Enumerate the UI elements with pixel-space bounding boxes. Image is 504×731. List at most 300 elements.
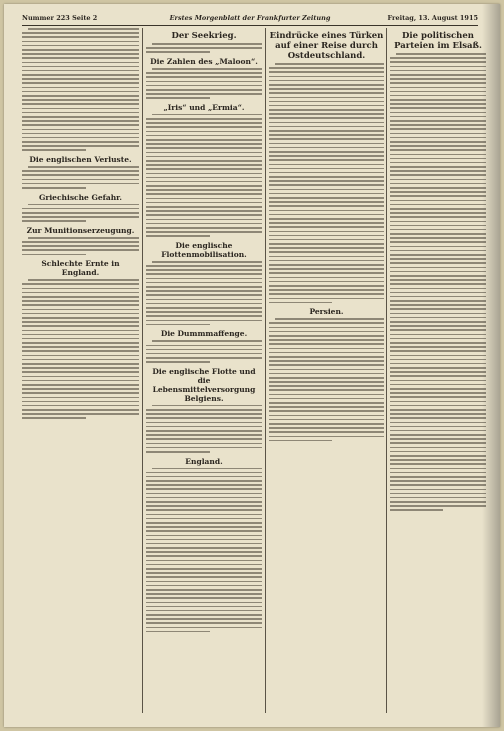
text-line: [146, 361, 210, 363]
text-line: [146, 627, 262, 629]
text-line: [146, 518, 262, 520]
text-line: [22, 87, 139, 89]
text-line: [269, 440, 332, 442]
text-line: [390, 296, 486, 298]
text-line: [269, 126, 384, 128]
text-line: [152, 468, 262, 470]
article-headline: Die englischen Verluste.: [29, 155, 132, 165]
text-line: [146, 198, 262, 200]
text-line: [22, 317, 139, 319]
text-line: [269, 431, 384, 433]
text-line: [146, 526, 262, 528]
text-line: [390, 279, 486, 281]
text-line: [146, 560, 262, 562]
text-line: [269, 293, 384, 295]
text-line: [275, 63, 384, 65]
text-line: [146, 543, 262, 545]
text-line: [22, 245, 139, 247]
text-line: [390, 137, 486, 139]
text-line: [269, 226, 384, 228]
text-line: [146, 122, 262, 124]
text-line: [390, 233, 486, 235]
text-line: [146, 597, 262, 599]
text-line: [269, 84, 384, 86]
text-line: [269, 138, 384, 140]
text-line: [390, 103, 486, 105]
text-line: [390, 388, 486, 390]
text-line: [269, 147, 384, 149]
article: [146, 457, 262, 633]
text-line: [390, 246, 486, 248]
text-line: [146, 589, 262, 591]
text-line: [146, 349, 262, 351]
text-line: [390, 334, 486, 336]
text-line: [22, 321, 139, 323]
text-line: [269, 105, 384, 107]
text-line: [390, 200, 486, 202]
text-line: [390, 484, 486, 486]
text-line: [146, 152, 262, 154]
text-line: [22, 283, 139, 285]
text-line: [390, 355, 486, 357]
text-line: [146, 315, 262, 317]
text-line: [269, 222, 384, 224]
text-line: [22, 376, 139, 378]
article-body: [146, 261, 262, 325]
article-headline: Zur Munitionserzeugung.: [26, 225, 135, 235]
text-line: [269, 272, 384, 274]
text-line: [22, 338, 139, 340]
masthead: Erstes Morgenblatt der Frankfurter Zeitung: [169, 14, 331, 22]
text-line: [146, 126, 262, 128]
text-line: [22, 49, 139, 51]
article: [22, 226, 139, 255]
column-3: [265, 28, 384, 713]
text-line: [146, 51, 210, 53]
issue-date: Freitag, 13. August 1915: [387, 14, 478, 22]
text-line: [390, 179, 486, 181]
text-line: [390, 472, 486, 474]
text-line: [390, 116, 486, 118]
text-line: [22, 145, 139, 147]
text-line: [390, 463, 486, 465]
text-line: [22, 346, 139, 348]
text-line: [390, 375, 486, 377]
article-body: [22, 237, 139, 255]
text-line: [22, 216, 139, 218]
text-line: [146, 273, 262, 275]
article-headline: Schlechte Ernte in England.: [41, 259, 120, 278]
article: [22, 193, 139, 222]
text-line: [390, 288, 486, 290]
text-line: [146, 572, 262, 574]
text-line: [22, 380, 139, 382]
article-body: [146, 340, 262, 363]
text-line: [390, 480, 486, 482]
text-line: [146, 81, 262, 83]
text-line: [146, 290, 262, 292]
text-line: [146, 551, 262, 553]
text-line: [390, 95, 486, 97]
text-line: [22, 116, 139, 118]
text-line: [22, 32, 139, 34]
text-line: [22, 45, 139, 47]
text-line: [269, 348, 384, 350]
article-headline: Der Seekrieg.: [171, 31, 237, 41]
article-headline: Eindrücke eines Türken auf einer Reise durch Ostdeutschland.: [269, 31, 384, 61]
text-line: [146, 76, 262, 78]
text-line: [269, 101, 384, 103]
text-line: [22, 304, 139, 306]
text-line: [22, 249, 139, 251]
text-line: [146, 602, 262, 604]
text-line: [269, 264, 384, 266]
text-line: [390, 141, 486, 143]
article-headline: Griechische Gefahr.: [38, 192, 123, 202]
text-line: [269, 377, 384, 379]
text-line: [269, 164, 384, 166]
text-line: [146, 434, 262, 436]
column-4: [386, 28, 486, 713]
text-line: [146, 202, 262, 204]
text-line: [146, 131, 262, 133]
text-line: [269, 134, 384, 136]
text-line: [390, 338, 486, 340]
text-line: [146, 85, 262, 87]
text-line: [269, 205, 384, 207]
text-line: [146, 484, 262, 486]
text-line: [146, 47, 262, 49]
text-line: [146, 223, 262, 225]
text-line: [390, 241, 486, 243]
column-1: [22, 28, 139, 713]
text-line: [22, 53, 139, 55]
article-headline: „Iris“ und „Ermia“.: [163, 102, 245, 112]
text-line: [146, 173, 262, 175]
text-line: [390, 501, 486, 503]
text-line: [390, 417, 486, 419]
article: [269, 31, 384, 303]
text-line: [390, 342, 486, 344]
text-line: [22, 397, 139, 399]
text-line: [22, 388, 139, 390]
text-line: [390, 187, 486, 189]
text-line: [269, 268, 384, 270]
text-line: [146, 614, 262, 616]
text-line: [269, 335, 384, 337]
text-line: [390, 363, 486, 365]
text-line: [22, 124, 139, 126]
text-line: [146, 530, 262, 532]
text-line: [269, 381, 384, 383]
text-line: [390, 359, 486, 361]
text-line: [22, 120, 139, 122]
text-line: [22, 57, 139, 59]
page-number: Nummer 223 Seite 2: [22, 14, 98, 22]
text-line: [152, 405, 262, 407]
text-line: [22, 82, 139, 84]
text-line: [146, 514, 262, 516]
text-line: [22, 334, 139, 336]
text-line: [390, 82, 486, 84]
text-line: [269, 298, 384, 300]
text-line: [22, 137, 139, 139]
text-line: [390, 442, 486, 444]
text-line: [152, 68, 262, 70]
text-line: [146, 438, 262, 440]
article-headline: Die Zahlen des „Maloon“.: [150, 56, 258, 66]
article-body: [269, 318, 384, 441]
text-line: [146, 413, 262, 415]
text-line: [269, 172, 384, 174]
text-line: [146, 501, 262, 503]
text-line: [269, 235, 384, 237]
text-line: [146, 497, 262, 499]
columns: [22, 28, 482, 713]
text-line: [269, 343, 384, 345]
article-headline: Persien.: [309, 307, 344, 317]
text-line: [390, 107, 486, 109]
text-line: [22, 330, 139, 332]
text-line: [22, 99, 139, 101]
text-line: [269, 356, 384, 358]
article-headline: Die englische Flotte und die Lebensmittelversorgung Belgiens.: [152, 366, 256, 403]
text-line: [146, 417, 262, 419]
text-line: [390, 204, 486, 206]
text-line: [146, 118, 262, 120]
text-line: [390, 128, 486, 130]
text-line: [269, 256, 384, 258]
article-body: [22, 204, 139, 222]
text-line: [269, 67, 384, 69]
text-line: [269, 109, 384, 111]
text-line: [390, 120, 486, 122]
text-line: [146, 93, 262, 95]
text-line: [28, 279, 139, 281]
text-line: [22, 41, 139, 43]
text-line: [146, 493, 262, 495]
text-line: [269, 155, 384, 157]
text-line: [390, 166, 486, 168]
text-line: [269, 373, 384, 375]
text-line: [275, 318, 384, 320]
text-line: [269, 143, 384, 145]
text-line: [390, 78, 486, 80]
text-line: [269, 76, 384, 78]
text-line: [390, 208, 486, 210]
article: [22, 28, 139, 151]
text-line: [146, 509, 262, 511]
text-line: [22, 367, 139, 369]
text-line: [146, 147, 262, 149]
text-line: [269, 214, 384, 216]
text-line: [269, 369, 384, 371]
article-body: [146, 114, 262, 237]
text-line: [146, 227, 262, 229]
text-line: [146, 164, 262, 166]
text-line: [269, 184, 384, 186]
text-line: [269, 352, 384, 354]
text-line: [146, 299, 262, 301]
text-line: [390, 430, 486, 432]
text-line: [146, 181, 262, 183]
text-line: [22, 342, 139, 344]
text-line: [269, 302, 332, 304]
text-line: [390, 451, 486, 453]
text-line: [146, 89, 262, 91]
text-line: [22, 313, 139, 315]
text-line: [390, 493, 486, 495]
article: [146, 57, 262, 99]
text-line: [146, 219, 262, 221]
text-line: [390, 267, 486, 269]
text-line: [146, 547, 262, 549]
text-line: [269, 322, 384, 324]
text-line: [269, 389, 384, 391]
text-line: [146, 426, 262, 428]
text-line: [146, 135, 262, 137]
article: [146, 103, 262, 237]
text-line: [390, 57, 486, 59]
text-line: [390, 162, 486, 164]
text-line: [390, 170, 486, 172]
text-line: [146, 522, 262, 524]
text-line: [146, 265, 262, 267]
text-line: [269, 92, 384, 94]
text-line: [146, 231, 262, 233]
text-line: [390, 396, 486, 398]
text-line: [269, 427, 384, 429]
text-line: [22, 179, 139, 181]
text-line: [146, 235, 210, 237]
text-line: [146, 555, 262, 557]
article-body: [22, 166, 139, 189]
text-line: [22, 325, 139, 327]
text-line: [269, 247, 384, 249]
text-line: [390, 112, 486, 114]
text-line: [269, 289, 384, 291]
text-line: [22, 292, 139, 294]
text-line: [22, 296, 139, 298]
text-line: [269, 97, 384, 99]
article-body: [390, 53, 486, 511]
text-line: [22, 359, 139, 361]
text-line: [146, 72, 262, 74]
text-line: [152, 43, 262, 45]
text-line: [390, 191, 486, 193]
text-line: [390, 384, 486, 386]
text-line: [22, 208, 139, 210]
text-line: [390, 99, 486, 101]
text-line: [269, 339, 384, 341]
text-line: [22, 103, 139, 105]
text-line: [22, 309, 139, 311]
text-line: [146, 606, 262, 608]
text-line: [390, 237, 486, 239]
text-line: [390, 70, 486, 72]
text-line: [146, 568, 262, 570]
text-line: [269, 385, 384, 387]
text-line: [269, 406, 384, 408]
text-line: [22, 36, 139, 38]
text-line: [22, 187, 86, 189]
text-line: [146, 210, 262, 212]
article: [146, 329, 262, 363]
article-body: [269, 63, 384, 303]
text-line: [390, 195, 486, 197]
text-line: [22, 141, 139, 143]
text-line: [390, 74, 486, 76]
text-line: [269, 218, 384, 220]
text-line: [390, 149, 486, 151]
text-line: [269, 402, 384, 404]
text-line: [22, 241, 139, 243]
text-line: [146, 189, 262, 191]
text-line: [390, 350, 486, 352]
text-line: [22, 91, 139, 93]
text-line: [22, 405, 139, 407]
text-line: [146, 160, 262, 162]
text-line: [146, 422, 262, 424]
text-line: [22, 108, 139, 110]
column-2: [142, 28, 262, 713]
text-line: [269, 197, 384, 199]
text-line: [146, 488, 262, 490]
text-line: [146, 618, 262, 620]
text-line: [269, 113, 384, 115]
text-line: [28, 28, 139, 30]
text-line: [390, 438, 486, 440]
text-line: [269, 193, 384, 195]
text-line: [390, 329, 486, 331]
text-line: [390, 434, 486, 436]
text-line: [146, 214, 262, 216]
text-line: [390, 413, 486, 415]
text-line: [390, 447, 486, 449]
text-line: [146, 535, 262, 537]
article: [22, 259, 139, 419]
text-line: [269, 281, 384, 283]
text-line: [269, 243, 384, 245]
text-line: [146, 357, 262, 359]
text-line: [269, 159, 384, 161]
article: [146, 367, 262, 453]
text-line: [269, 360, 384, 362]
article-body: [146, 405, 262, 453]
text-line: [146, 193, 262, 195]
text-line: [22, 74, 139, 76]
text-line: [269, 251, 384, 253]
text-line: [390, 66, 486, 68]
text-line: [22, 174, 139, 176]
text-line: [146, 143, 262, 145]
text-line: [146, 505, 262, 507]
text-line: [269, 331, 384, 333]
text-line: [269, 176, 384, 178]
text-line: [269, 80, 384, 82]
text-line: [146, 278, 262, 280]
text-line: [390, 509, 443, 511]
text-line: [146, 303, 262, 305]
text-line: [146, 269, 262, 271]
text-line: [146, 430, 262, 432]
text-line: [146, 156, 262, 158]
newspaper-page: [4, 4, 500, 727]
text-line: [390, 221, 486, 223]
text-line: [146, 447, 262, 449]
text-line: [269, 415, 384, 417]
binding-shadow: [482, 4, 500, 727]
